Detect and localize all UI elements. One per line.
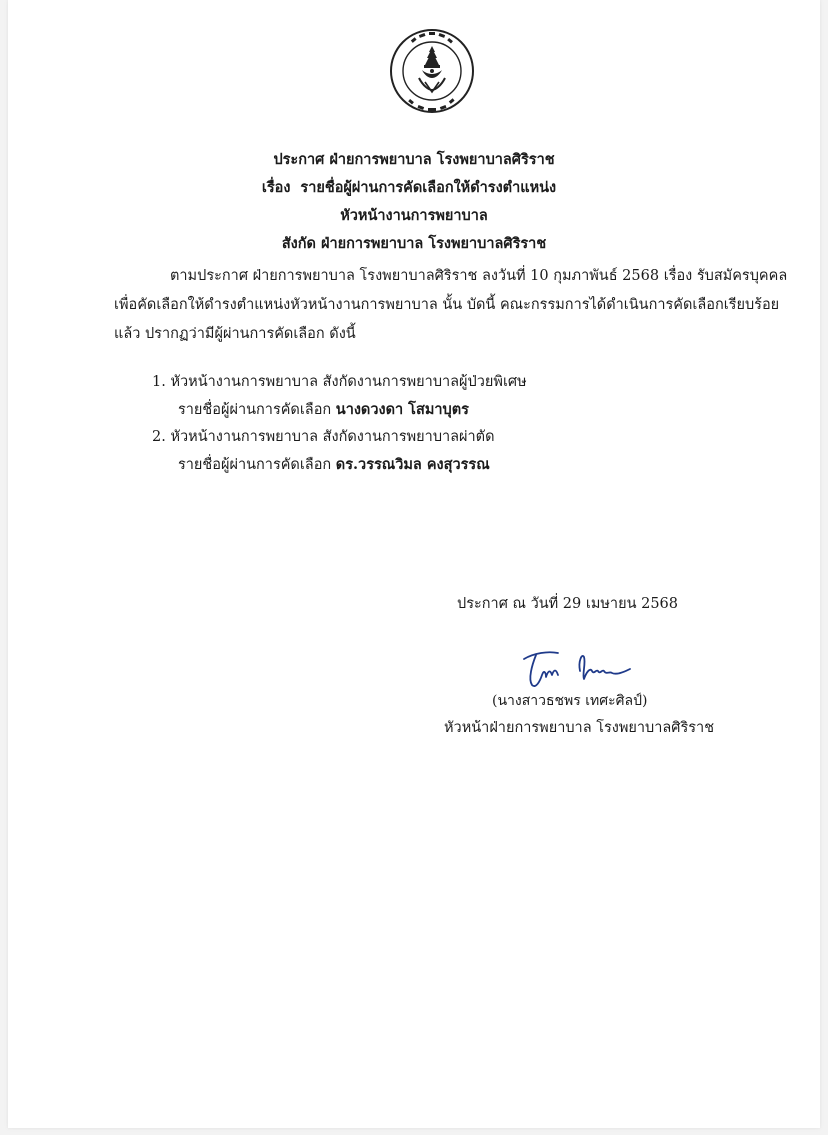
university-seal-icon [389,28,475,114]
handwritten-signature [518,645,638,691]
document-page [8,0,820,1128]
announcement-date: ประกาศ ณ วันที่ 29 เมษายน 2568 [457,596,678,612]
list-item [152,424,527,451]
body-line-3: แล้ว ปรากฏว่ามีผู้ผ่านการคัดเลือก ดังนี้ [114,326,356,342]
body-line-2: เพื่อคัดเลือกให้ดำรงตำแหน่งหัวหน้างานการพยาบาล นั้น บัดนี้ คณะกรรมการได้ดำเนินการคัดเลือกเรียบร้อย [114,297,780,313]
list-item-candidate [152,451,527,479]
signer-title: หัวหน้าฝ่ายการพยาบาล โรงพยาบาลศิริราช [444,720,715,736]
candidate-label: รายชื่อผู้ผ่านการคัดเลือก [178,402,332,418]
signer-name: (นางสาวธชพร เทศะศิลป์) [492,693,648,709]
announcement-title: ประกาศ ฝ่ายการพยาบาล โรงพยาบาลศิริราช [273,151,555,168]
announcement-header [8,146,820,258]
announcement-body [114,262,788,349]
selected-candidates-list [152,369,527,479]
body-line-1: ตามประกาศ ฝ่ายการพยาบาล โรงพยาบาลศิริราช ลงวันที่ 10 กุมภาพันธ์ 2568 เรื่อง รับสมัครบุคคล [170,268,788,284]
list-item-candidate [152,396,527,424]
candidate-label: รายชื่อผู้ผ่านการคัดเลือก [178,457,332,473]
item-position: หัวหน้างานการพยาบาล สังกัดงานการพยาบาลผู้ป่วยพิเศษ [170,374,527,390]
candidate-name: นางดวงดา โสมาบุตร [335,401,469,418]
announcement-position: หัวหน้างานการพยาบาล [340,207,488,224]
item-position: หัวหน้างานการพยาบาล สังกัดงานการพยาบาลผ่าตัด [170,429,495,445]
list-item [152,369,527,396]
subject-text: รายชื่อผู้ผ่านการคัดเลือกให้ดำรงตำแหน่ง [300,179,557,196]
item-number: 1. [152,374,166,390]
subject-label: เรื่อง [261,179,291,196]
announcement-subject [8,174,820,202]
announcement-affiliation: สังกัด ฝ่ายการพยาบาล โรงพยาบาลศิริราช [281,235,547,252]
item-number: 2. [152,429,166,445]
candidate-name: ดร.วรรณวิมล คงสุวรรณ [335,456,490,473]
